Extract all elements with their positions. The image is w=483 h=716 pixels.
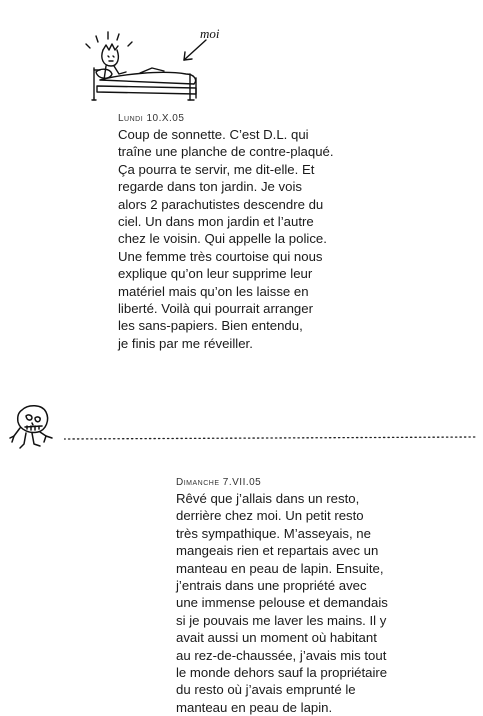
entry-line: au rez-de-chaussée, j’avais mis tout <box>176 647 387 663</box>
skull-figure-drawing <box>6 402 66 452</box>
bed-figure-drawing <box>82 22 252 104</box>
entry-line: liberté. Voilà qui pourrait arranger <box>118 301 313 317</box>
moi-caption: moi <box>200 26 220 41</box>
entry-line: Rêvé que j’allais dans un resto, <box>176 491 360 506</box>
entry-line: très sympathique. M’asseyais, ne <box>176 525 371 541</box>
entry-line: Une femme très courtoise qui nous <box>118 248 323 264</box>
entry-line: manteau en peau de lapin. Ensuite, <box>176 560 384 576</box>
entry-line: je finis par me réveiller. <box>118 335 253 351</box>
entry-line: chez le voisin. Qui appelle la police. <box>118 231 327 247</box>
entry-date: Dimanche 7.VII.05 <box>176 477 262 488</box>
entry-line: les sans-papiers. Bien entendu, <box>118 318 303 334</box>
entry-line: Coup de sonnette. C’est D.L. qui <box>118 127 309 142</box>
entry-line: ciel. Un dans mon jardin et l’autre <box>118 214 314 230</box>
dream-entry-monday <box>118 113 334 352</box>
entry-line: derrière chez moi. Un petit resto <box>176 508 364 524</box>
entry-line: Ça pourra te servir, me dit-elle. Et <box>118 161 315 177</box>
entry-line: le monde dehors sauf la propriétaire <box>176 665 388 681</box>
entry-line: alors 2 parachutistes descendre du <box>118 196 324 212</box>
dotted-separator <box>64 434 476 442</box>
entry-line: avait aussi un moment où habitant <box>176 630 377 646</box>
entry-line: mangeais rien et repartais avec un <box>176 543 379 559</box>
entry-line: regarde dans ton jardin. Je vois <box>118 179 303 195</box>
entry-line: manteau en peau de lapin. <box>176 699 333 715</box>
entry-text <box>118 126 334 352</box>
entry-line: j’entrais dans une propriété avec <box>176 578 367 594</box>
entry-line: matériel mais qu’on les laisse en <box>118 283 309 299</box>
entry-text <box>176 490 388 716</box>
entry-line: du resto où j’avais emprunté le <box>176 682 356 698</box>
dream-entry-sunday <box>176 477 388 716</box>
entry-date: Lundi 10.X.05 <box>118 113 185 124</box>
entry-line: traîne une planche de contre-plaqué. <box>118 144 334 160</box>
entry-line: si je pouvais me laver les mains. Il y <box>176 612 387 628</box>
entry-line: explique qu’on leur supprime leur <box>118 266 313 282</box>
entry-line: une immense pelouse et demandais <box>176 595 388 611</box>
